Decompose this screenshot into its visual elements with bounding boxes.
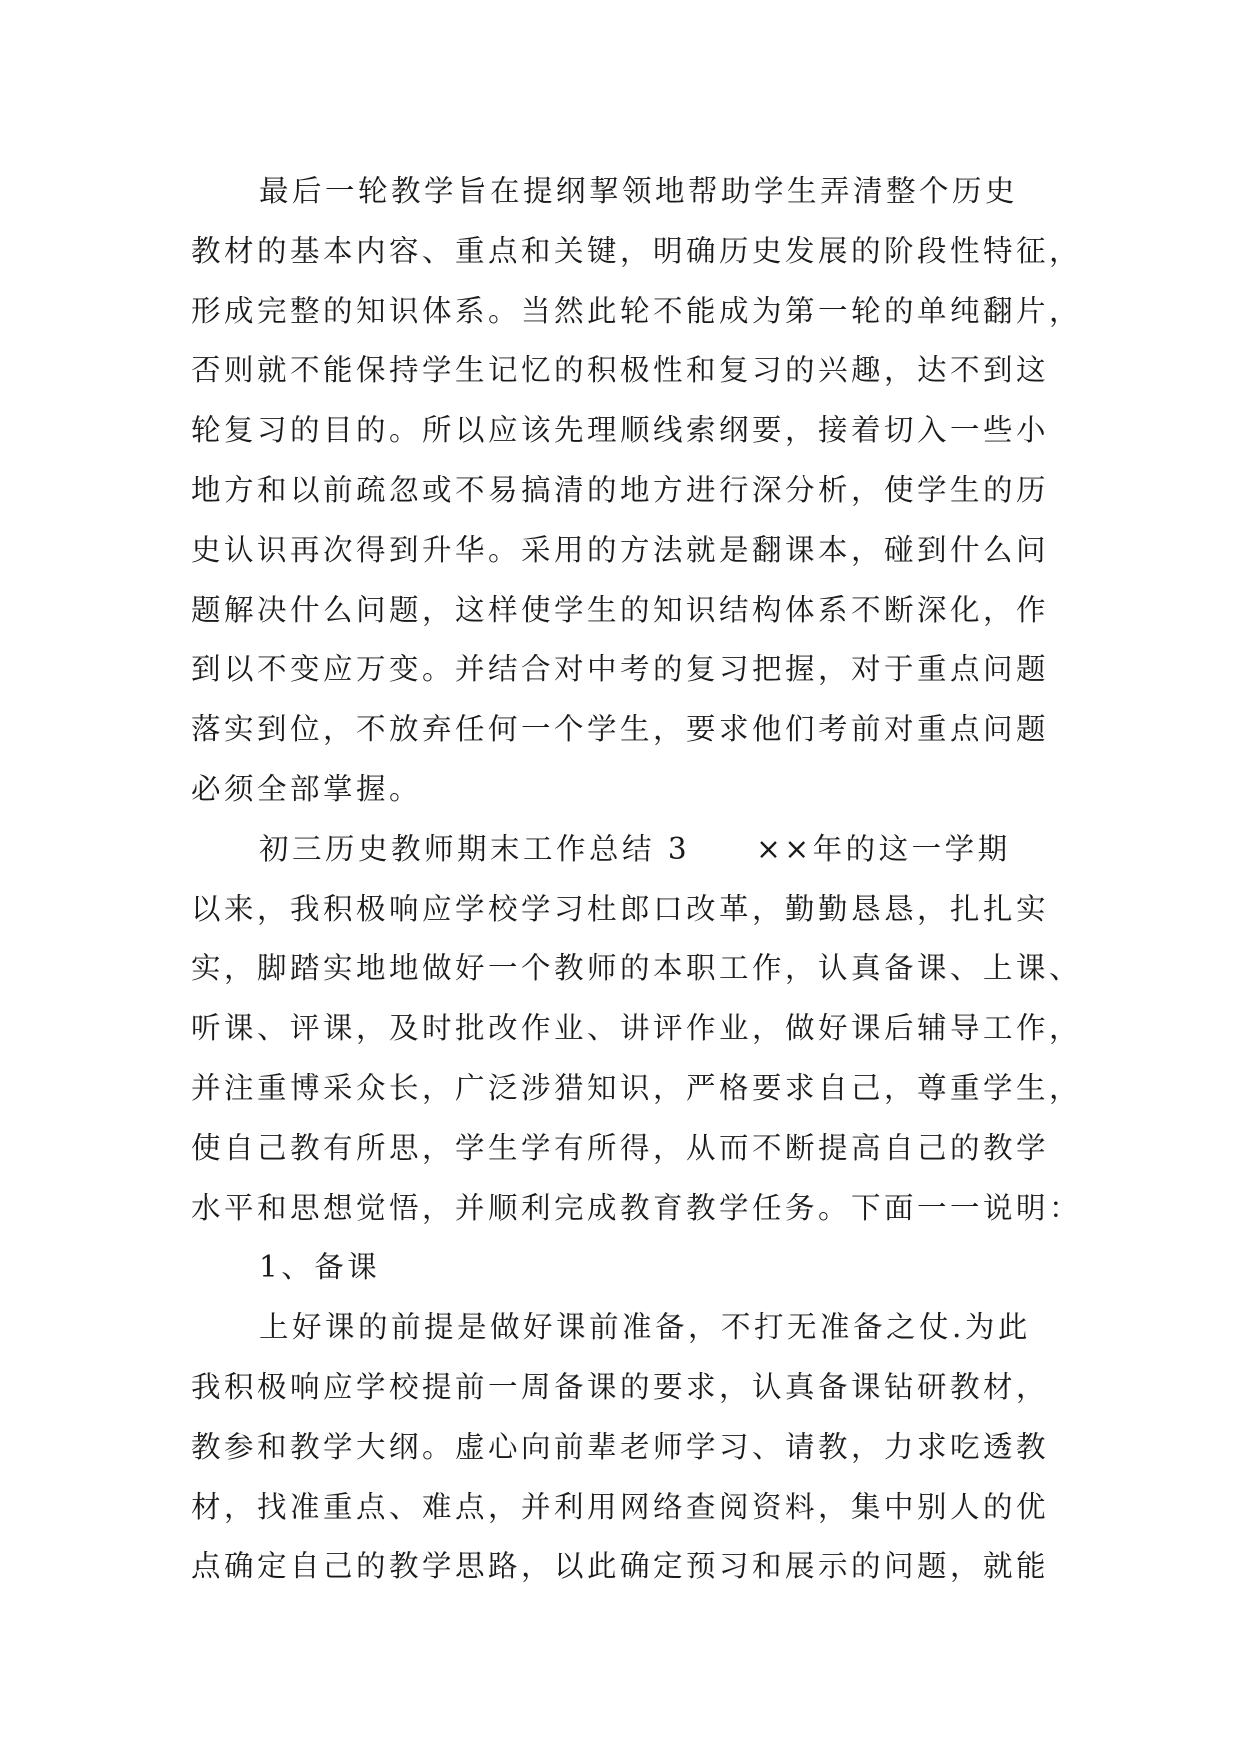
text-line: 水平和思想觉悟，并顺利完成教育教学任务。下面一一说明： [191,1190,1083,1225]
text-line: 上好课的前提是做好课前准备，不打无准备之仗.为此 [259,1310,1031,1345]
text-line: 最后一轮教学旨在提纲挈领地帮助学生弄清整个历史 [259,174,1019,208]
text-line: 并注重博采众长，广泛涉猎知识，严格要求自己，尊重学生， [191,1070,1083,1105]
text-line: 形成完整的知识体系。当然此轮不能成为第一轮的单纯翻片， [191,293,1083,328]
text-line: 听课、评课，及时批改作业、讲评作业，做好课后辅导工作， [191,1011,1083,1046]
text-line: 点确定自己的教学思路，以此确定预习和展示的问题，就能 [191,1549,1050,1584]
text-line: 轮复习的目的。所以应该先理顺线索纲要，接着切入一些小 [191,413,1050,448]
text-line: 以来，我积极响应学校学习杜郎口改革，勤勤恳恳，扎扎实 [191,891,1050,926]
text-line: 落实到位，不放弃任何一个学生，要求他们考前对重点问题 [191,712,1050,747]
text-line: 我积极响应学校提前一周备课的要求，认真备课钻研教材， [191,1369,1050,1404]
text-line: 否则就不能保持学生记忆的积极性和复习的兴趣，达不到这 [191,353,1050,388]
subheading-line: 1、备课 [259,1250,381,1285]
text-line: 题解决什么问题，这样使学生的知识结构体系不断深化，作 [191,592,1050,627]
text-line: 教材的基本内容、重点和关键，明确历史发展的阶段性特征， [191,233,1083,268]
text-line: 教参和教学大纲。虚心向前辈老师学习、请教，力求吃透教 [191,1429,1050,1464]
body-text [191,162,1091,1597]
text-line: 到以不变应万变。并结合对中考的复习把握，对于重点问题 [191,652,1050,687]
section-heading-line: 初三历史教师期末工作总结 3 ××年的这一学期 [259,831,1011,866]
text-line: 实，脚踏实地地做好一个教师的本职工作，认真备课、上课、 [191,951,1083,986]
text-line: 史认识再次得到升华。采用的方法就是翻课本，碰到什么问 [191,532,1050,567]
text-line: 地方和以前疏忽或不易搞清的地方进行深分析，使学生的历 [191,472,1050,507]
text-line: 材，找准重点、难点，并利用网络查阅资料，集中别人的优 [191,1489,1050,1524]
text-line: 必须全部掌握。 [191,771,423,806]
text-line: 使自己教有所思，学生学有所得，从而不断提高自己的教学 [191,1130,1050,1165]
